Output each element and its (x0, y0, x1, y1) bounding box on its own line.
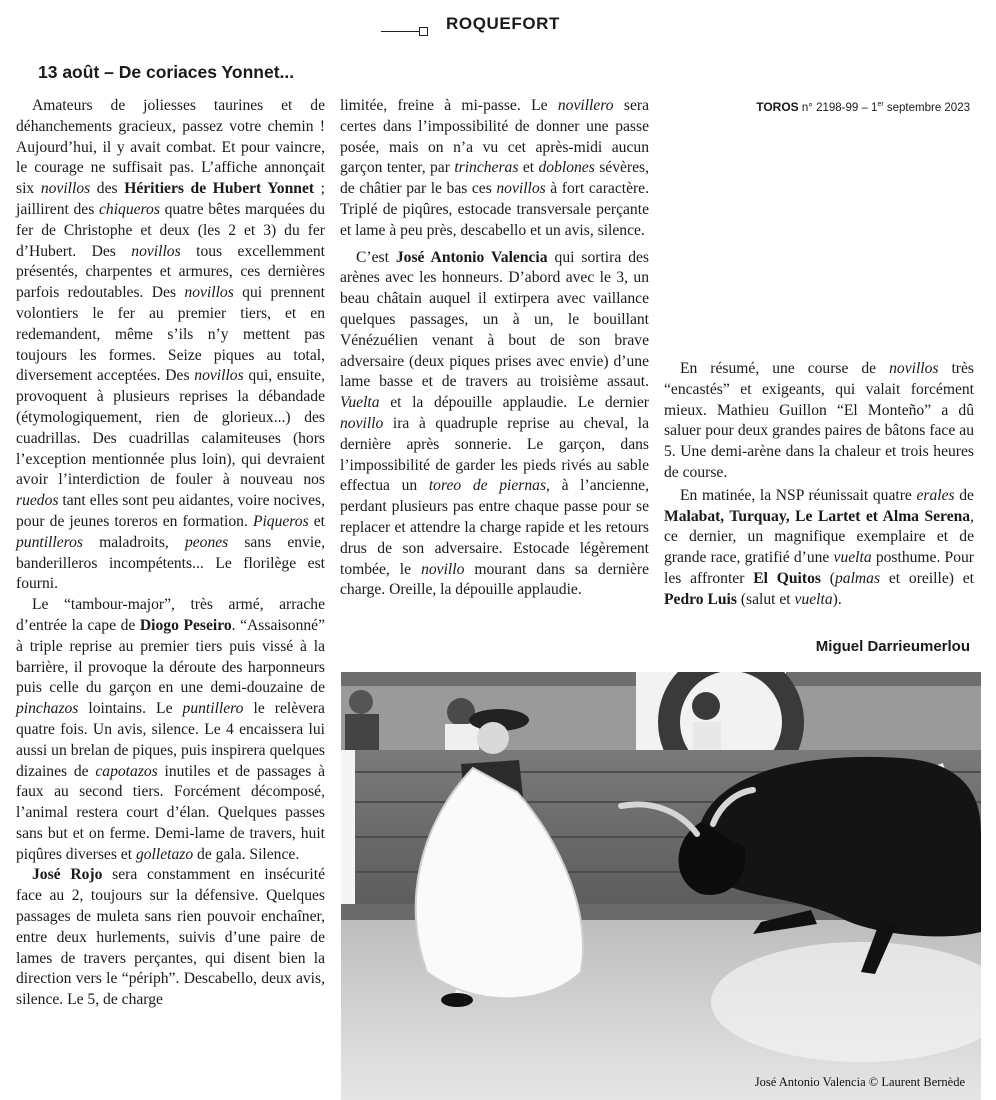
paragraph: En résumé, une course de novillos très “encastés” et exigeants, qui valait forcément mieux. Mathieu Guillon “El Monteño” a dû saluer pour deux grandes paires de bâtons face au 5. Une demi-arène dans la chaleur et trois heures de course. (664, 360, 974, 481)
paragraph: José Rojo sera constamment en insécurité face au 2, toujours sur la défensive. Quelques passages de muleta sans rien pouvoir enchaîner, entre deux hurlements, suivis d’une paire de lames de travers perçantes, qui disent bien la direction vers le “périph”. Descabello, deux avis, silence. Le 5, de charge (16, 866, 325, 1009)
issue-number: n° 2198-99 – 1 (801, 102, 878, 114)
magazine-name: TOROS (756, 100, 799, 114)
photo-illustration (341, 672, 981, 1100)
paragraph: Le “tambour-major”, très armé, arrache d’entrée la cape de Diogo Peseiro. “Assaisonné” à triple reprise au premier tiers puis vissé à la barrière, il provoque la déroute des harponneurs puis celle du garçon en une demi-douzaine de pinchazos lointains. Le puntillero le relèvera quatre fois. Un avis, silence. Le 4 encaissera lui aussi un brelan de piques, puis inspirera quelques dizaines de capotazos inutiles et de passages à faux au second tiers. Forcément décomposé, l’animal restera court d’élan. Quelques passes sans but et on ferme. Demi-lame de travers, huit piqûres diverses et golletazo de gala. Silence. (16, 596, 325, 863)
photo-caption: José Antonio Valencia © Laurent Bernède (754, 1075, 965, 1089)
paragraph: Amateurs de joliesses taurines et de déhanchements gracieux, passez votre chemin ! Aujourd’hui, il y avait combat. Et pour vaincre, le courage ne suffisait pas. L’affiche annonçait six novillos des Héritiers de Hubert Yonnet ; jaillirent des chiqueros quatre bêtes marquées du fer de Christophe et deux (les 2 et 3) du fer d’Hubert. Des novillos tous excellemment présentés, charpentes et armures, ces dernières parfois redoutables. Des novillos qui prennent volontiers le fer au premier tiers, et en redemandent, même s’ils n’y mettent pas toujours les formes. Seize piques au total, diversement acceptées. Des novillos qui, ensuite, provoquent à plusieurs reprises la débandade (étymologiquement, rien de glorieux...) des cuadrillas. Des cuadrillas calamiteuses (hors l’exception mentionnée plus loin), qui devraient avoir l’interdiction de fouler à nouveau nos ruedos tant elles sont peu aidantes, voire nocives, pour de jeunes toreros en formation. Piqueros et puntilleros maladroits, peones sans envie, banderilleros incompétents... Le florilège est fourni. (16, 97, 325, 593)
issue-sup: er (877, 101, 884, 109)
section-title: ROQUEFORT (446, 14, 561, 33)
article-column-1 (16, 96, 325, 1011)
article-column-3 (664, 359, 974, 611)
header-rule-knob (419, 27, 428, 36)
issue-line (756, 100, 970, 114)
article-title: 13 août – De coriaces Yonnet... (38, 62, 295, 82)
paragraph: limitée, freine à mi-passe. Le novillero sera certes dans l’impossibilité de donner une passe posée, mais on n’a vu cet après-midi aucun garçon tenter, par trincheras et doblones sévères, de châtier par le bas ces novillos à fort caractère. Triplé de piqûres, estocade transversale perçante et lame à peu près, descabello et un avis, silence. (340, 97, 650, 239)
header-rule (381, 31, 419, 32)
issue-date: septembre 2023 (883, 102, 970, 114)
author-signature: Miguel Darrieumerlou (815, 638, 970, 655)
bullfight-photo (341, 672, 981, 1100)
paragraph: C’est José Antonio Valencia qui sortira des arènes avec les honneurs. D’abord avec le 3, un beau châtain auquel il extirpera avec vaillance quelques passages, un à un, le bouillant Vénézuélien venant à bout de son brave adversaire (deux piques prises avec envie) d’une lame basse et de travers au troisième assaut. Vuelta et la dépouille applaudie. Le dernier novillo ira à quadruple reprise au cheval, la dernière après sonnerie. Le garçon, dans l’impossibilité de garder les pieds rivés au sable effectua un toreo de piernas, à l’ancienne, perdant plusieurs pas entre chaque passe pour se replacer et attendre la charge rapide et les retours drus de son adversaire. Estocade légèrement tombée, le novillo mourant dans sa dernière charge. Oreille, la dépouille applaudie. (340, 248, 649, 599)
article-column-2 (340, 96, 649, 601)
paragraph: En matinée, la NSP réunissait quatre erales de Malabat, Turquay, Le Lartet et Alma Serena, ce dernier, un magnifique exemplaire et de grande race, gratifié d’une vuelta posthume. Pour les affronter El Quitos (palmas et oreille) et Pedro Luis (salut et vuelta). (664, 486, 974, 608)
section-header (0, 14, 996, 40)
